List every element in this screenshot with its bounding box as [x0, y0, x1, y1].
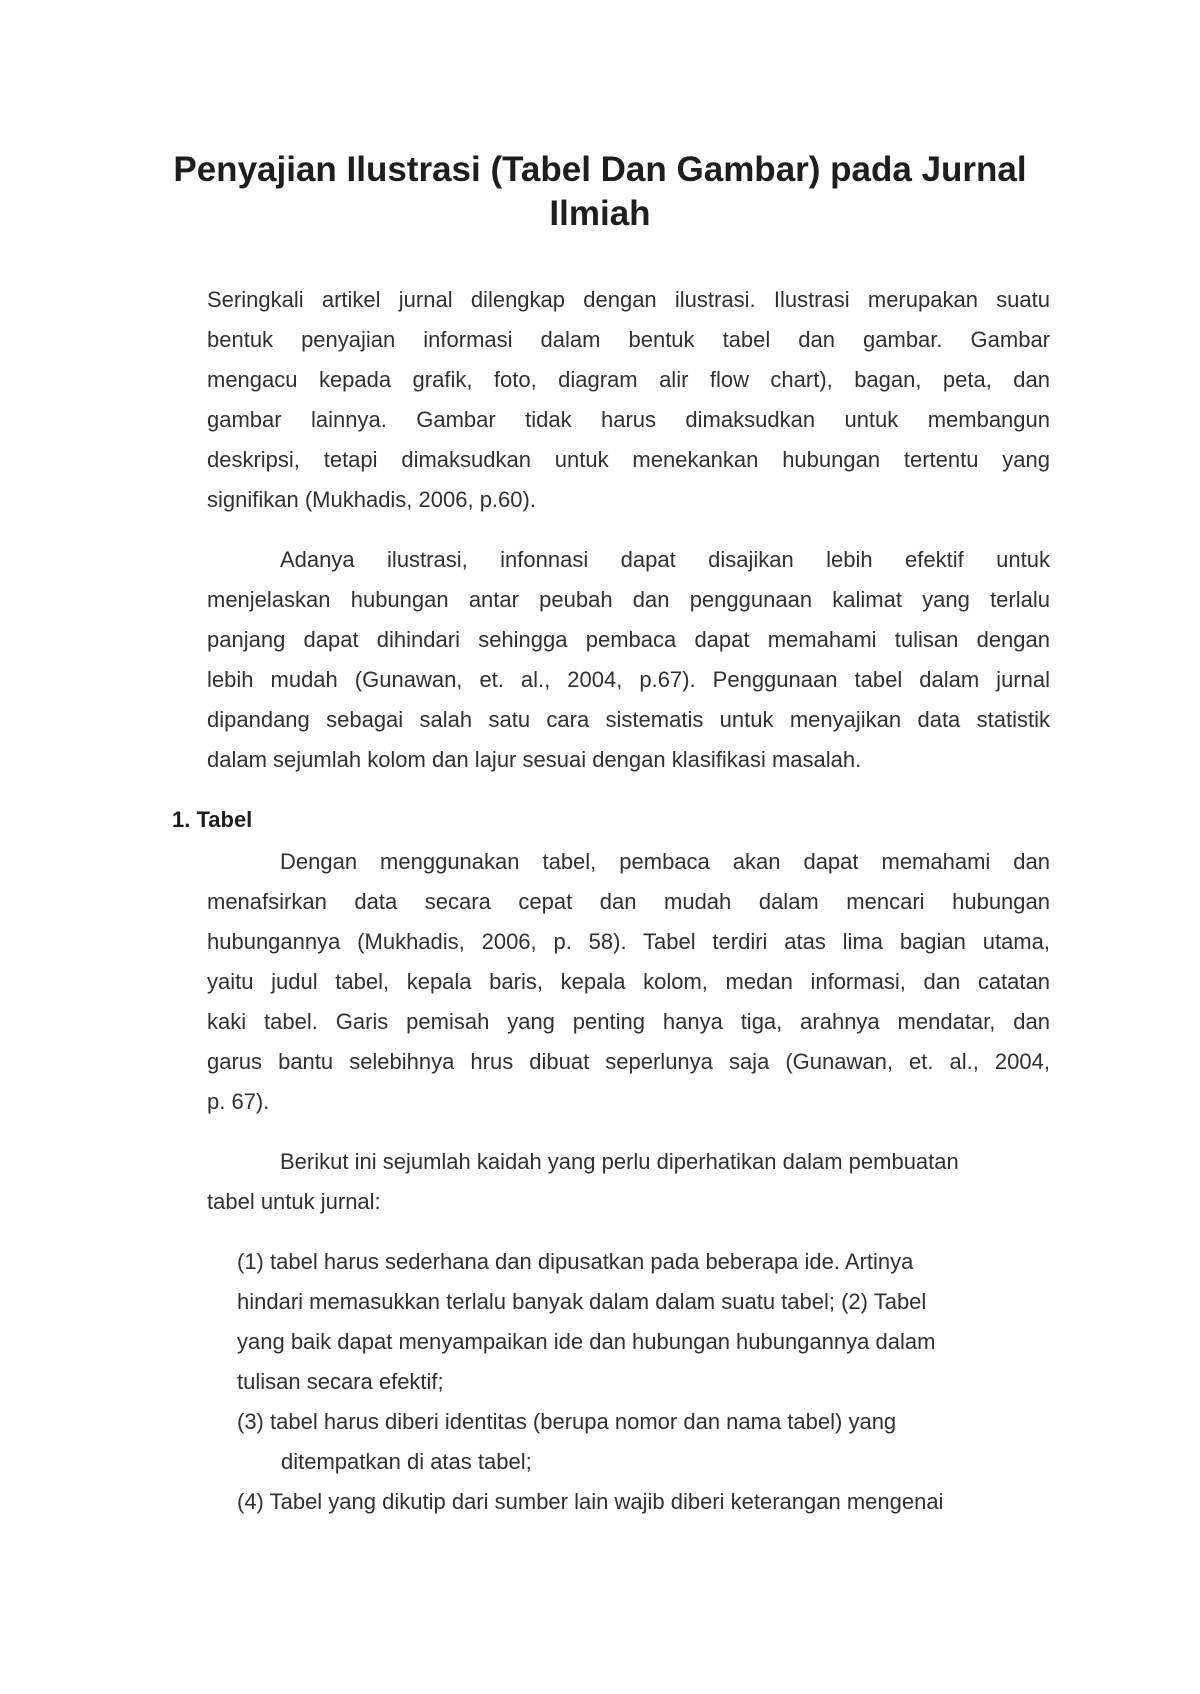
text-line: garus bantu selebihnya hrus dibuat seperlunya saja (Gunawan, et. al., 2004,	[207, 1049, 1050, 1074]
text-line: tabel untuk jurnal:	[207, 1189, 381, 1214]
text-line: bentuk penyajian informasi dalam bentuk tabel dan gambar. Gambar	[207, 327, 1050, 352]
text-line: panjang dapat dihindari sehingga pembaca dapat memahami tulisan dengan	[207, 627, 1050, 652]
text-line: dalam sejumlah kolom dan lajur sesuai dengan klasifikasi masalah.	[207, 747, 862, 772]
text-line: menafsirkan data secara cepat dan mudah dalam mencari hubungan	[207, 889, 1050, 914]
rules-list-1-2	[237, 1242, 1050, 1402]
text-line: Dengan menggunakan tabel, pembaca akan dapat memahami dan	[280, 849, 1050, 874]
title-line: Ilmiah	[549, 194, 651, 233]
text-line: yang baik dapat menyampaikan ide dan hubungan hubungannya dalam	[237, 1329, 936, 1354]
text-line: (3) tabel harus diberi identitas (berupa nomor dan nama tabel) yang	[237, 1409, 897, 1434]
paragraph-intro	[207, 280, 1050, 520]
text-line: mengacu kepada grafik, foto, diagram alir flow chart), bagan, peta, dan	[207, 367, 1050, 392]
paragraph-illustration	[207, 540, 1050, 780]
text-line: Berikut ini sejumlah kaidah yang perlu diperhatikan dalam pembuatan	[280, 1149, 959, 1174]
text-line: hindari memasukkan terlalu banyak dalam dalam suatu tabel; (2) Tabel	[237, 1289, 927, 1314]
text-line: Seringkali artikel jurnal dilengkap dengan ilustrasi. Ilustrasi merupakan suatu	[207, 287, 1050, 312]
section-heading-tabel: 1. Tabel	[172, 807, 253, 832]
text-line: dipandang sebagai salah satu cara sistematis untuk menyajikan data statistik	[207, 707, 1050, 732]
text-line: yaitu judul tabel, kepala baris, kepala kolom, medan informasi, dan catatan	[207, 969, 1050, 994]
text-line: kaki tabel. Garis pemisah yang penting hanya tiga, arahnya mendatar, dan	[207, 1009, 1050, 1034]
title-line: Penyajian Ilustrasi (Tabel Dan Gambar) pada Jurnal	[173, 150, 1027, 189]
text-line: gambar lainnya. Gambar tidak harus dimaksudkan untuk membangun	[207, 407, 1050, 432]
text-line: menjelaskan hubungan antar peubah dan penggunaan kalimat yang terlalu	[207, 587, 1050, 612]
text-line: ditempatkan di atas tabel;	[281, 1449, 532, 1474]
text-line: hubungannya (Mukhadis, 2006, p. 58). Tabel terdiri atas lima bagian utama,	[207, 929, 1050, 954]
text-line: (4) Tabel yang dikutip dari sumber lain wajib diberi keterangan mengenai	[237, 1489, 944, 1514]
document-title	[100, 148, 1100, 236]
rule-4	[237, 1482, 1050, 1522]
text-line: tulisan secara efektif;	[237, 1369, 444, 1394]
text-line: Adanya ilustrasi, infonnasi dapat disajikan lebih efektif untuk	[280, 547, 1050, 572]
text-line: lebih mudah (Gunawan, et. al., 2004, p.67). Penggunaan tabel dalam jurnal	[207, 667, 1050, 692]
text-line: signifikan (Mukhadis, 2006, p.60).	[207, 487, 536, 512]
text-line: (1) tabel harus sederhana dan dipusatkan pada beberapa ide. Artinya	[237, 1249, 914, 1274]
text-line: deskripsi, tetapi dimaksudkan untuk menekankan hubungan tertentu yang	[207, 447, 1050, 472]
paragraph-kaidah-intro	[207, 1142, 1050, 1222]
rule-3	[237, 1402, 1050, 1482]
paragraph-tabel	[207, 842, 1050, 1122]
text-line: p. 67).	[207, 1089, 270, 1114]
